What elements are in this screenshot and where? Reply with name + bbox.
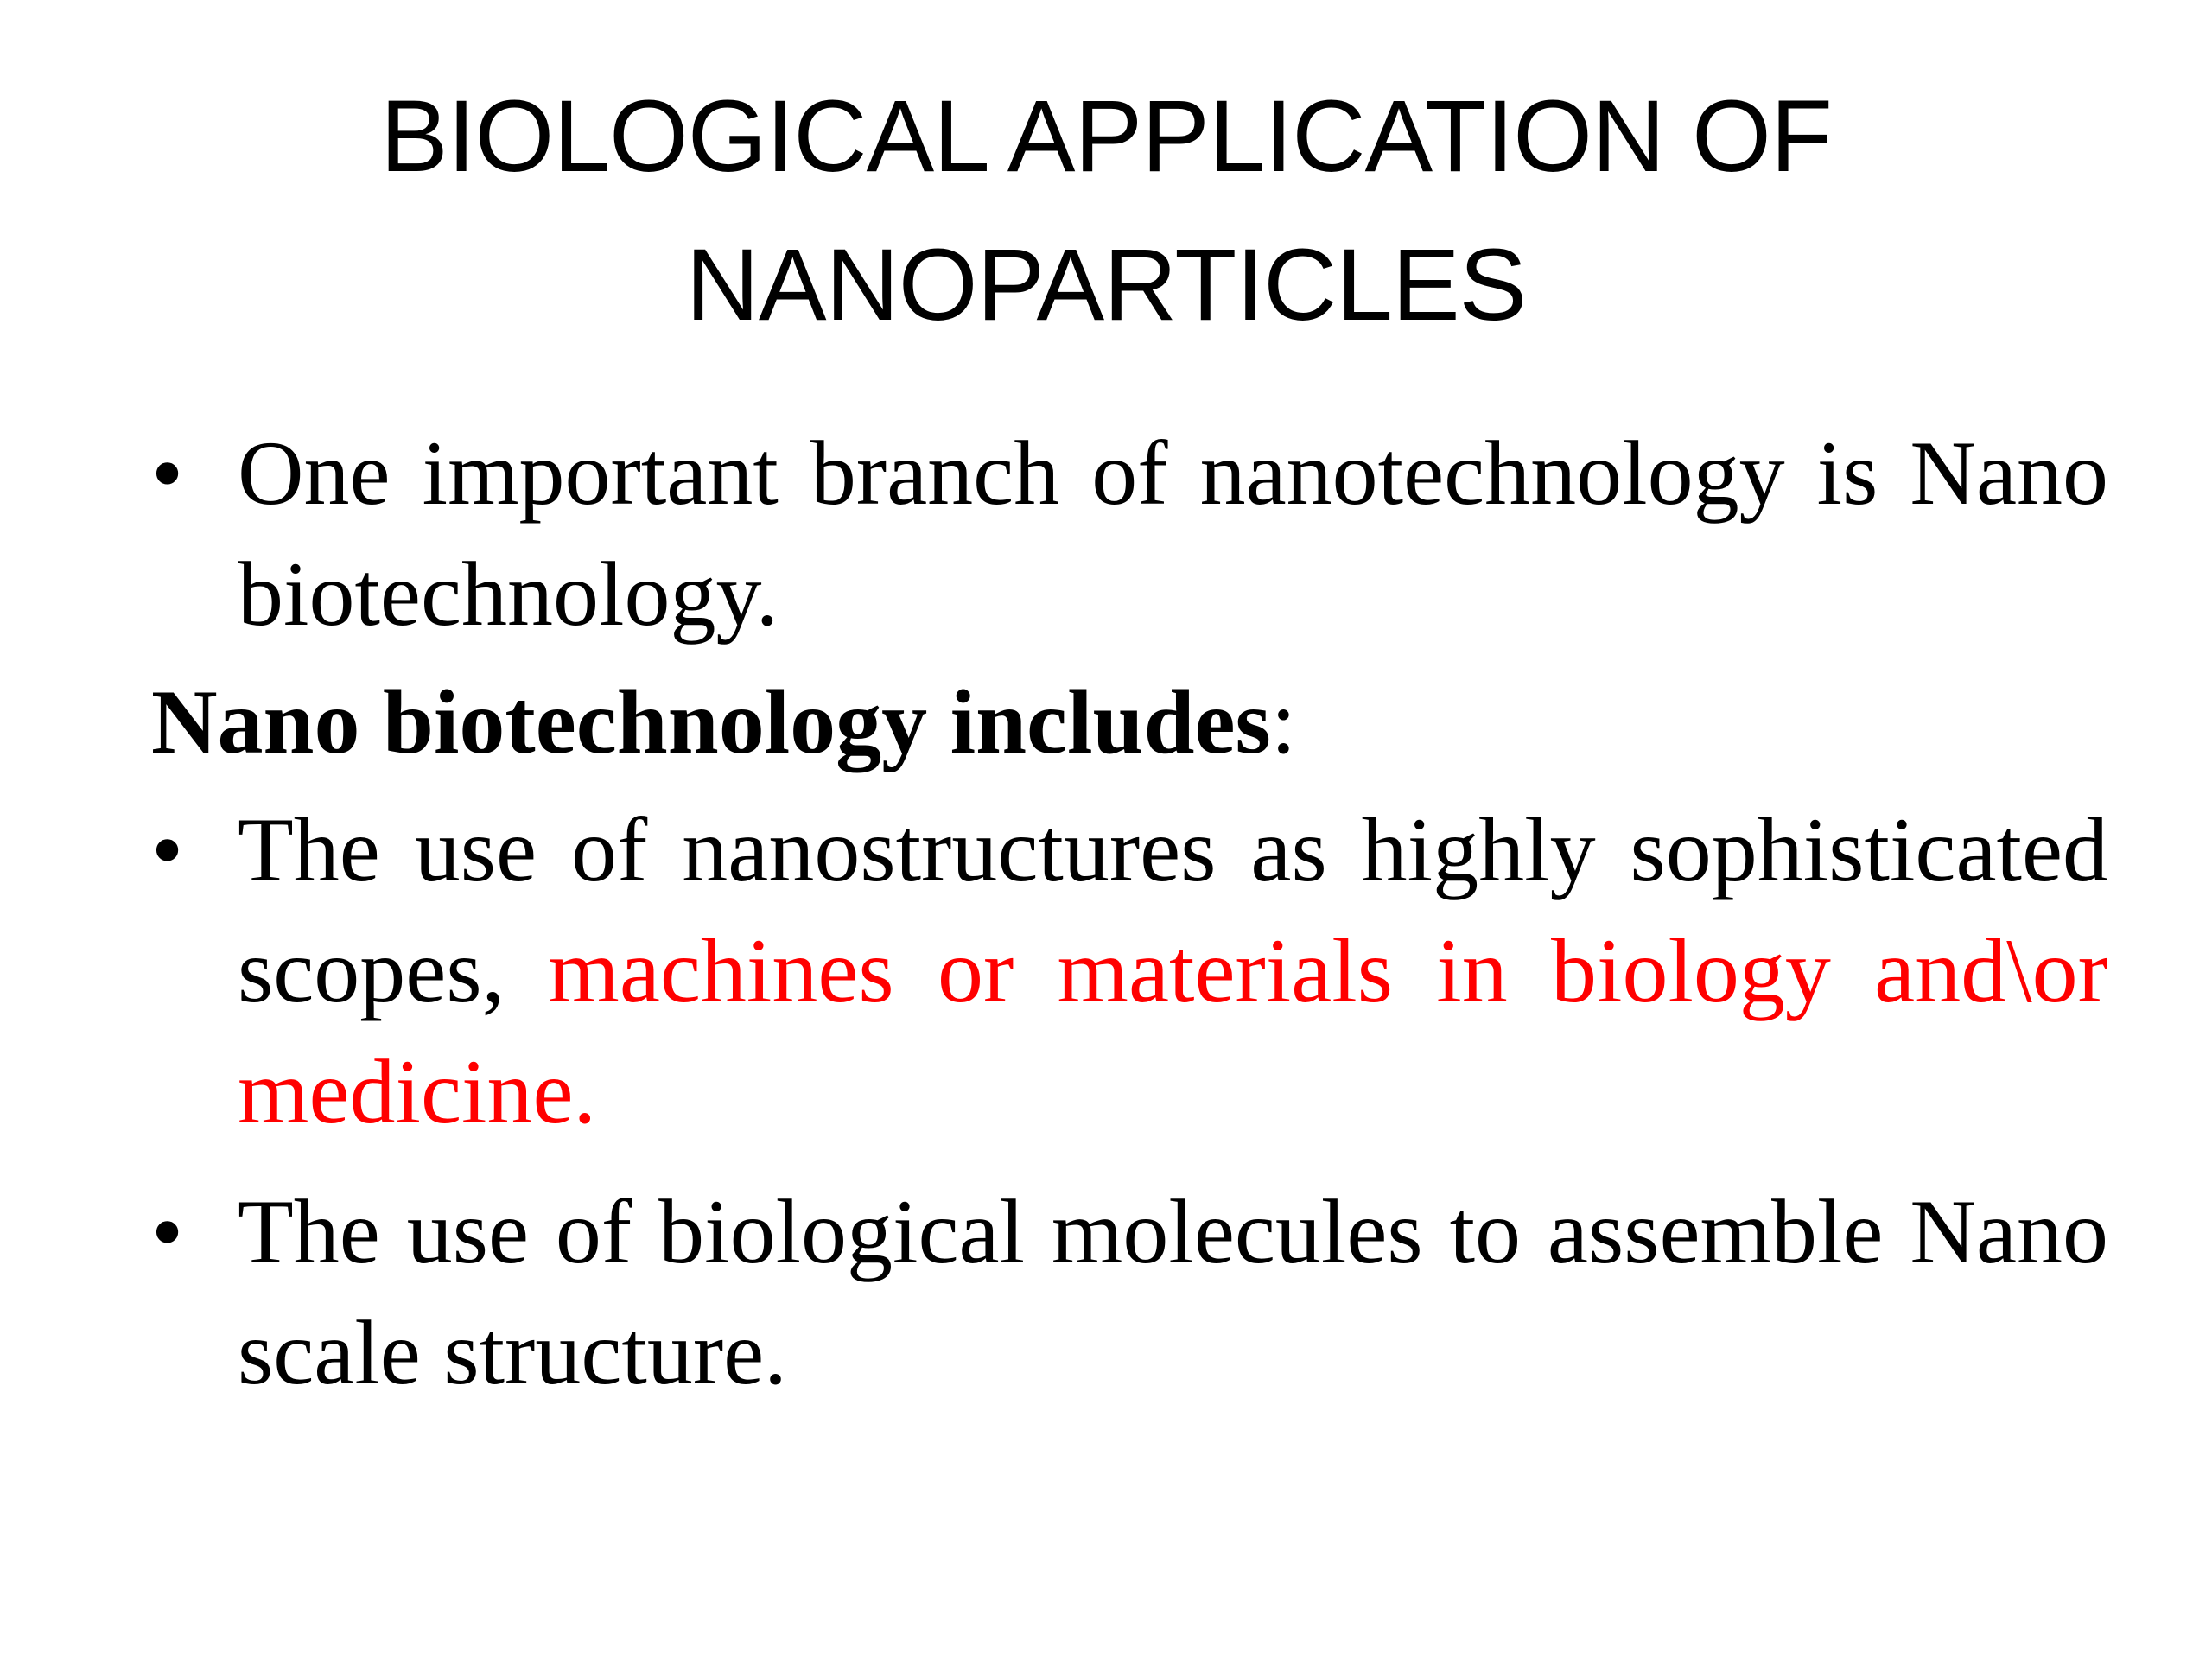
title-line-1: BIOLOGICAL APPLICATION OF <box>380 79 1832 194</box>
bullet-2-text: The use of nanostructures as highly sophisticated scopes, <box>238 799 2108 1021</box>
bullet-item-2 <box>151 790 2108 1153</box>
bullet-1-text: One important branch of nanotechnology is Nano biotechnology. <box>238 423 2108 645</box>
slide-body <box>151 413 2108 1414</box>
bullet-3-text: The use of biological molecules to assemble Nano scale structure. <box>238 1181 2108 1403</box>
section-heading <box>151 662 2108 783</box>
heading-colon: : <box>1270 671 1297 772</box>
bullet-dot: • <box>151 423 184 524</box>
title-line-2: NANOPARTICLES <box>685 228 1527 342</box>
bullet-2-highlight-text: machines or materials in biology and\or medicine. <box>238 920 2108 1142</box>
bullet-dot: • <box>151 799 184 900</box>
slide-title <box>173 62 2039 359</box>
bullet-item-3 <box>151 1172 2108 1414</box>
bullet-dot: • <box>151 1181 184 1282</box>
bullet-item-1 <box>151 413 2108 655</box>
heading-bold-text: Nano biotechnology includes <box>151 671 1271 772</box>
